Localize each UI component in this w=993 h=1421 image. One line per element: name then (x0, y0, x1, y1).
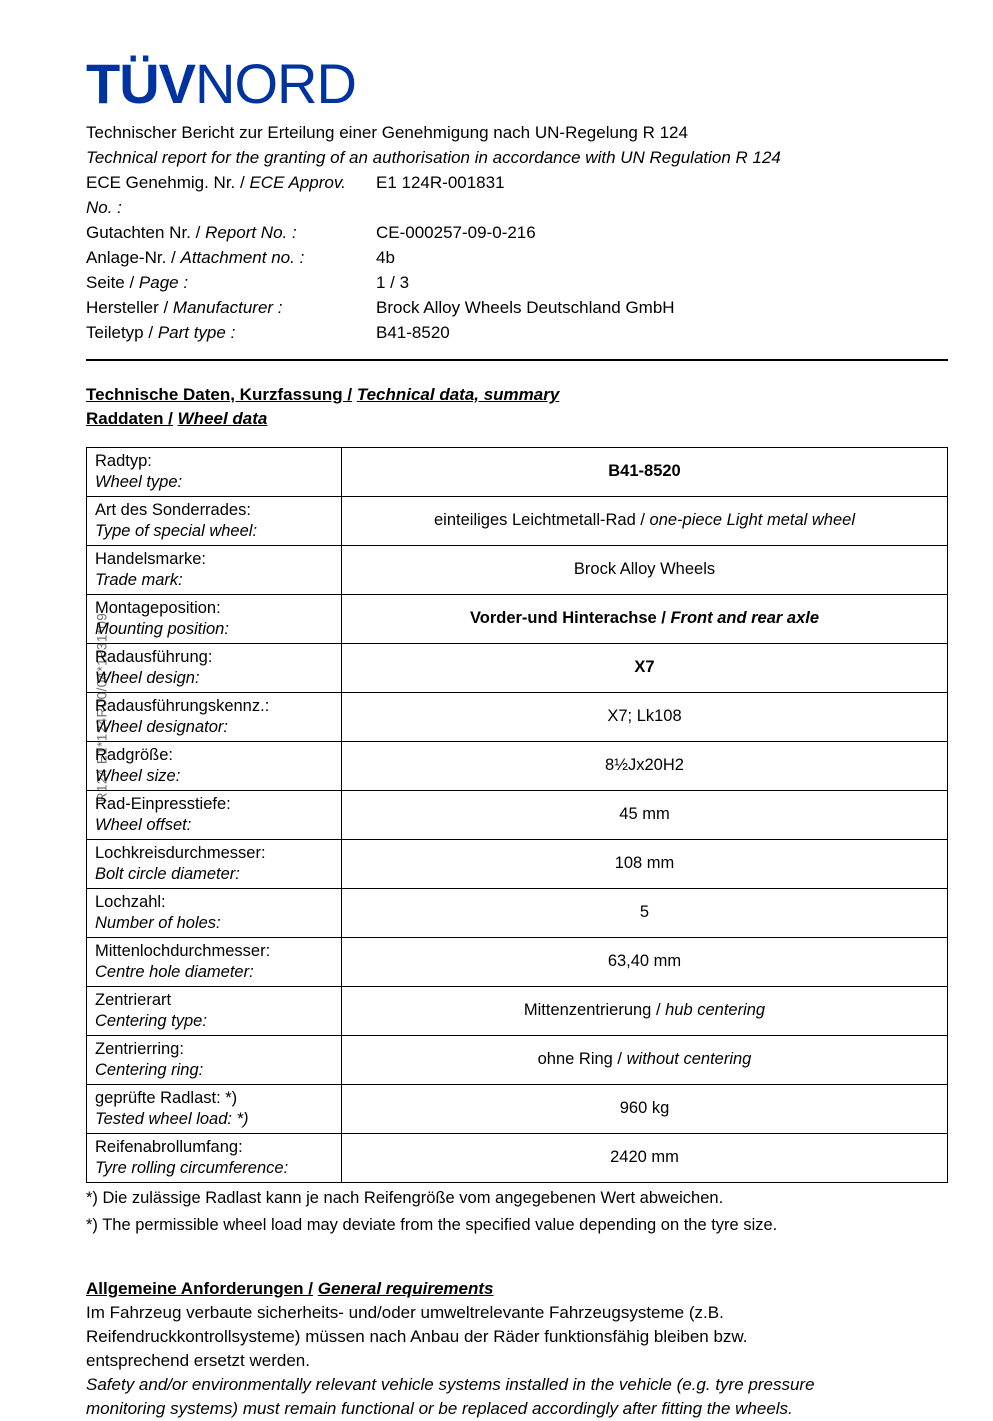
report-title-en: Technical report for the granting of an authorisation in accordance with UN Regulation R 124 (86, 147, 781, 167)
row-label: Zentrierart Centering type: (87, 986, 342, 1035)
field-manufacturer (86, 295, 948, 320)
row-value: 8½Jx20H2 (342, 741, 948, 790)
row-value: 5 (342, 888, 948, 937)
row-value: B41-8520 (342, 447, 948, 496)
field-label: Teiletyp / Part type : (86, 322, 236, 342)
field-label: Seite / Page : (86, 272, 189, 292)
report-title-de: Technischer Bericht zur Erteilung einer Genehmigung nach UN-Regelung R 124 (86, 122, 688, 142)
table-row (87, 1035, 948, 1084)
field-label: ECE Genehmig. Nr. / ECE Approv. No. : (86, 172, 346, 217)
field-value: E1 124R-001831 (376, 172, 505, 192)
row-value: 108 mm (342, 839, 948, 888)
table-row (87, 888, 948, 937)
footnote-de: *) Die zulässige Radlast kann je nach Reifengröße vom angegebenen Wert abweichen. (86, 1188, 724, 1207)
general-text-en-1: Safety and/or environmentally relevant vehicle systems installed in the vehicle (e.g. tyre pressure (86, 1374, 815, 1394)
row-value: Brock Alloy Wheels (342, 545, 948, 594)
field-value: Brock Alloy Wheels Deutschland GmbH (376, 297, 675, 317)
table-row (87, 496, 948, 545)
field-label: Anlage-Nr. / Attachment no. : (86, 247, 305, 267)
logo-nord: NORD (195, 52, 356, 115)
row-value: einteiliges Leichtmetall-Rad / one-piece Light metal wheel (342, 496, 948, 545)
field-attachment-no (86, 245, 948, 270)
row-value: 960 kg (342, 1084, 948, 1133)
field-value: CE-000257-09-0-216 (376, 222, 536, 242)
field-value: 4b (376, 247, 395, 267)
field-label: Gutachten Nr. / Report No. : (86, 222, 297, 242)
section-title-technical-data: Technische Daten, Kurzfassung / Technical data, summary (86, 384, 560, 404)
table-row (87, 839, 948, 888)
document-content (86, 52, 948, 1421)
table-row (87, 741, 948, 790)
row-label: Lochkreisdurchmesser: Bolt circle diameter: (87, 839, 342, 888)
field-ece-approval (86, 170, 948, 220)
row-label: Lochzahl: Number of holes: (87, 888, 342, 937)
general-text-de-3: entsprechend ersetzt werden. (86, 1350, 310, 1370)
field-value: 1 / 3 (376, 272, 410, 292)
general-text-de-2: Reifendruckkontrollsysteme) müssen nach Anbau der Räder funktionsfähig bleiben bzw. (86, 1326, 748, 1346)
table-row (87, 790, 948, 839)
row-label: Montageposition: Mounting position: (87, 594, 342, 643)
table-row (87, 545, 948, 594)
tuv-nord-logo (86, 52, 948, 115)
general-requirements-block (86, 1277, 948, 1421)
row-value: ohne Ring / without centering (342, 1035, 948, 1084)
table-row (87, 594, 948, 643)
row-label: Radtyp: Wheel type: (87, 447, 342, 496)
table-row (87, 1084, 948, 1133)
row-value: X7; Lk108 (342, 692, 948, 741)
row-label: Art des Sonderrades: Type of special wheel: (87, 496, 342, 545)
field-part-type (86, 320, 948, 345)
row-value: Vorder-und Hinterachse / Front and rear axle (342, 594, 948, 643)
section-title-wheel-data: Raddaten / Wheel data (86, 408, 268, 428)
side-margin-code: R124 E1*124R00/04*1831*09 (94, 612, 110, 803)
row-label: Radausführungskennz.: Wheel designator: (87, 692, 342, 741)
logo-tuv: TÜV (86, 52, 195, 115)
table-row (87, 447, 948, 496)
general-requirements-title: Allgemeine Anforderungen / General requirements (86, 1278, 494, 1298)
row-value: 2420 mm (342, 1133, 948, 1182)
field-report-no (86, 220, 948, 245)
row-label: Mittenlochdurchmesser: Centre hole diameter: (87, 937, 342, 986)
table-row (87, 986, 948, 1035)
field-page (86, 270, 948, 295)
row-label: Rad-Einpresstiefe: Wheel offset: (87, 790, 342, 839)
table-row (87, 692, 948, 741)
row-label: Radausführung: Wheel design: (87, 643, 342, 692)
row-value: Mittenzentrierung / hub centering (342, 986, 948, 1035)
footnote-en: *) The permissible wheel load may deviate from the specified value depending on the tyre size. (86, 1215, 778, 1234)
row-value: 63,40 mm (342, 937, 948, 986)
row-label: Reifenabrollumfang: Tyre rolling circumference: (87, 1133, 342, 1182)
general-text-de-1: Im Fahrzeug verbaute sicherheits- und/oder umweltrelevante Fahrzeugsysteme (z.B. (86, 1302, 724, 1322)
header-divider (86, 359, 948, 361)
row-value: 45 mm (342, 790, 948, 839)
wheel-data-table (86, 447, 948, 1183)
field-value: B41-8520 (376, 322, 450, 342)
table-row (87, 937, 948, 986)
field-label: Hersteller / Manufacturer : (86, 297, 283, 317)
table-row (87, 1133, 948, 1182)
row-value: X7 (342, 643, 948, 692)
general-text-en-2: monitoring systems) must remain functional or be replaced accordingly after fitting the wheels. (86, 1398, 793, 1418)
row-label: Zentrierring: Centering ring: (87, 1035, 342, 1084)
row-label: Handelsmarke: Trade mark: (87, 545, 342, 594)
table-row (87, 643, 948, 692)
row-label: Radgröße: Wheel size: (87, 741, 342, 790)
row-label: geprüfte Radlast: *) Tested wheel load: *) (87, 1084, 342, 1133)
